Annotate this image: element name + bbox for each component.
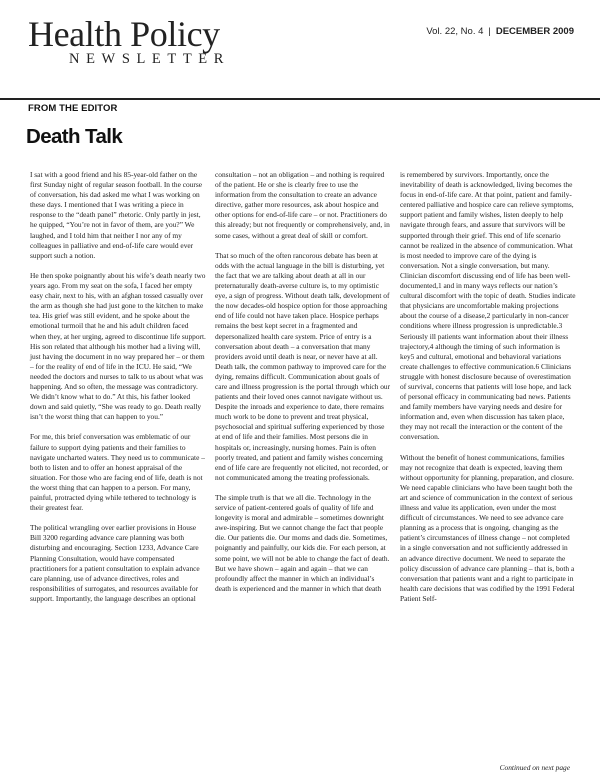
article-column-3 xyxy=(400,170,576,604)
article-column-1 xyxy=(30,170,206,604)
paragraph: The simple truth is that we all die. Technology in the service of patient-centered goals of quality of life and longevity is moral and admirable – sometimes downright awe-inspiring. But we cannot change the fact that people die. Our patients die. Our moms and dads die. Sometimes, poignantly and painfully, our kids die. For each person, at some point, we will not be able to change the fact of death. But we have shown – again and again – that we can profoundly affect the manner in which an individual’s death is experienced and the manner in which that death xyxy=(215,493,390,593)
paragraph: Without the benefit of honest communications, families may not recognize that death is expected, leaving them without opportunity for planning, preparation, and closure. We need capable clinicians who have been taught both the art and science of communication in the context of serious illness and value its application, even under the most difficult of circumstances. We need to see advance care planning as a process that is ongoing, changing as the patient’s circumstances of illness change – not completed in a single conversation and not sufficiently addressed in an advance directive document. We need to separate the policy discussion of advance care planning – that is, both a conversation that patients want and a right to participate in health care decisions that was codified by the 1991 Federal Patient Self- xyxy=(400,452,575,603)
paragraph: is remembered by survivors. Importantly, once the inevitability of death is acknowledged, living becomes the focus in end-of-life care. At that point, patient and family-centered palliative and hospice care can relieve symptoms, support patient and family wishes, listen deeply to help navigate through fears, and assure that survivors will be supported through their grief. This end of life scenario cannot be realized in the absence of communication. What is most needed to improve care of the dying is conversation. Not a single conversation, but many. Clinician discomfort discussing end of life has been well-documented,1 and in many ways reflects our nation’s cultural discomfort with the topic of death. Studies indicate that physicians are uncomfortable making projections about the course of a disease,2 particularly in non-cancer conditions where illness progression is unpredictable.3 Seriously ill patients want information about their illness trajectory,4 although the timing of such information is key5 and cultural, emotional and behavioral variations create challenges to effective communication.6 Clinicians struggle with honest disclosure because of overestimation of survival, concerns that patients will lose hope, and lack of personal efficacy in communicating bad news. Patients and family members have varying needs and desire for information and, even when discussion has taken place, they may not recall the interaction or the content of the conversation. xyxy=(400,170,576,442)
masthead-title: Health Policy xyxy=(28,14,220,54)
article-column-2 xyxy=(215,170,391,594)
issue-separator: | xyxy=(488,26,491,37)
issue-date: DECEMBER 2009 xyxy=(495,26,574,37)
section-label: FROM THE EDITOR xyxy=(28,103,118,114)
issue-volume: Vol. 22, No. 4 xyxy=(426,26,484,37)
paragraph: I sat with a good friend and his 85-year-old father on the first Sunday night of regular season football. In the course of conversation, his dad asked me what I was working on these days. I mentioned that I was writing a piece in response to the “death panel” rhetoric. Only partly in jest, he quipped, “You’re not in favor of them, are you?” We laughed, and I told him that neither I nor any of my colleagues in palliative and end-of-life care would ever support such a notion. xyxy=(30,170,202,260)
continued-note: Continued on next page xyxy=(499,763,570,772)
issue-info xyxy=(426,26,574,37)
paragraph: The political wrangling over earlier provisions in House Bill 3200 regarding advance care planning was both disturbing and encouraging. Section 1233, Advance Care Planning Consultation, would have compensated practitioners for a patient consultation to explain advance care planning, use of advance directives, roles and responsibilities of surrogates, and resources available for support. Importantly, the language describes an optional xyxy=(30,523,200,603)
article-headline: Death Talk xyxy=(26,125,123,148)
paragraph: That so much of the often rancorous debate has been at odds with the actual language in the bill is disturbing, yet the fact that we are talking about death at all in our preternaturally death-averse culture is, to my optimistic eye, a sign of progress. Without death talk, development of the now decades-old hospice option for those approaching end of life could not have taken place. Hospice perhaps remains the best kept secret in a fragmented and depersonalized health care system. Price of entry is a conversation about death – a conversation that many providers avoid until death is near, or never have at all. Death talk, the common pathway to improved care for the dying, remains difficult. Communication about goals of care and illness progression is the portal through which our patients and their loved ones cannot navigate without us. Despite the inroads and experience to date, there remains much work to be done to prevent and treat physical, psychosocial and spiritual suffering experienced by those at end of life and their families. Most persons die in hospitals or, increasingly, nursing homes. Pain is often poorly treated, and patient and family wishes concerning end of life care are frequently not elicited, not recorded, or not communicated among the treating professionals. xyxy=(215,250,391,482)
paragraph: He then spoke poignantly about his wife’s death nearly two years ago. From my seat on the sofa, I faced her empty easy chair, next to his, with an afghan tossed casually over the arm as though she had just gone to the kitchen to make tea. His grief was still evident, and he spoke about the emotional turmoil that he and his adult children faced when they, at her urging, agreed to discontinue life support. His son related that although his mother had a living will, just having the document in no way prepared her – or them – for the reality of end of life in the ICU. He said, “We needed the doctors and nurses to talk to us about what was happening. And so often, the message was contradictory. We didn’t know what to do.” At this, his father looked down and said quietly, “She was ready to go. Death really isn’t the worst thing that can happen to you.” xyxy=(30,270,206,422)
masthead xyxy=(28,14,231,68)
paragraph: For me, this brief conversation was emblematic of our failure to support dying patients and their families to navigate uncharted waters. They need us to communicate – both to listen and to offer an honest appraisal of the situation. For those who are facing end of life, death is not the worst thing that can happen to a person. For many, painful, protracted dying while tethered to technology is their greatest fear. xyxy=(30,432,205,513)
masthead-subtitle: NEWSLETTER xyxy=(69,51,231,67)
paragraph: consultation – not an obligation – and nothing is required of the patient. He or she is clearly free to use the information from the consultation to create an advance directive, gather more resources, ask about hospice and other options for end-of-life care – or not. Practitioners do this already; but not frequently or comprehensively, and, in some cases, without a great deal of skill or comfort. xyxy=(215,170,390,240)
header-rule xyxy=(0,98,600,100)
